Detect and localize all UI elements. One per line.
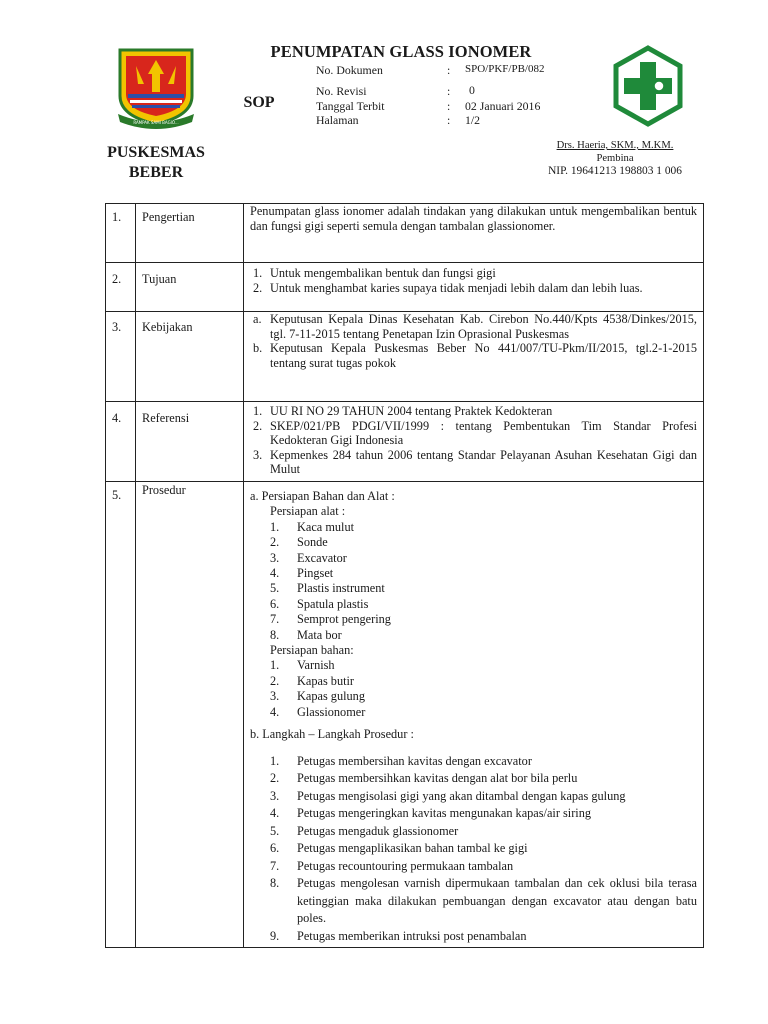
list-item-text: UU RI NO 29 TAHUN 2004 tentang Praktek Kedokteran [270,404,553,418]
list-item-text: Petugas membersihan kavitas dengan excavator [297,753,532,768]
list-marker: 4. [270,704,280,719]
list-item [250,753,697,771]
list-item-text: Kepmenkes 284 tahun 2006 tentang Standar Pelayanan Asuhan Kesehatan Gigi dan Mulut [270,447,697,477]
list-item [250,658,697,673]
signer-name: Drs. Haeria, SKM., M.KM. [556,140,674,151]
list-item-text: Petugas mengisolasi gigi yang akan ditambal dengan kapas gulung [297,788,626,803]
list-marker: 2. [270,673,280,688]
list-item-text: Petugas membersihkan kavitas dengan alat bor bila perlu [297,771,578,785]
list-item-text: Petugas mengaduk glassionomer [297,823,459,838]
bahan-list [250,658,697,720]
meta-label-revisi: No. Revisi [316,84,367,98]
meta-value-dokumen: SPO/PKF/PB/082 [465,63,545,75]
list-marker: 3. [270,788,280,803]
prosedur-content [250,489,697,945]
list-item-text: Kapas butir [297,673,355,688]
list-item [250,674,697,689]
kebijakan-list [250,312,697,370]
list-item [250,858,697,876]
meta-value-halaman: 1/2 [465,113,481,127]
alat-list [250,520,697,643]
list-marker: 1. [270,658,280,673]
langkah-heading: b. Langkah – Langkah Prosedur : [250,727,414,742]
meta-label-tanggal: Tanggal Terbit [316,99,385,113]
list-item [250,520,697,535]
list-item [250,928,697,946]
list-marker: 2. [253,418,263,433]
list-item-text: Mata bor [297,627,342,642]
list-item [250,404,697,419]
list-item-text: Keputusan Kepala Puskesmas Beber No 441/007/TU-Pkm/II/2015, tgl.2-1-2015 tentang surat tugas pokok [270,341,697,370]
bahan-heading: Persiapan bahan: [270,643,354,658]
list-item-text: Varnish [297,658,335,673]
list-marker: 7. [270,858,280,873]
list-item [250,788,697,806]
org-line-1: PUSKESMAS [107,144,205,161]
row-number: 1. [112,210,122,224]
list-item [250,566,697,581]
alat-heading: Persiapan alat : [270,504,346,519]
list-marker: b. [253,341,263,356]
list-item-text: Semprot pengering [297,612,391,627]
list-marker: 6. [270,596,280,611]
row-number: 4. [112,411,122,425]
meta-label-halaman: Halaman [316,113,359,127]
row-label-referensi: Referensi [142,411,190,425]
document-title: PENUMPATAN GLASS IONOMER [270,42,532,61]
referensi-list [250,404,697,477]
list-item [250,612,697,627]
list-item-text: Glassionomer [297,704,366,719]
list-marker: 4. [270,806,280,820]
pengertian-text: Penumpatan glass ionomer adalah tindakan yang dilakukan untuk mengembalikan bentuk dan fungsi gigi seperti semula dengan tambalan glassionomer. [250,204,697,233]
list-marker: 5. [270,581,280,596]
langkah-list [250,753,697,946]
list-marker: 3. [270,550,280,565]
list-marker: 2. [270,771,280,785]
list-marker: a. [253,312,262,326]
list-item [250,448,697,477]
list-item-text: Petugas memberikan intruksi post penambalan [297,928,527,943]
tujuan-list [250,266,697,295]
meta-label-dokumen: No. Dokumen [316,63,383,77]
list-item [250,419,697,448]
list-marker: 5. [270,823,280,838]
row-label-pengertian: Pengertian [142,210,195,224]
list-item-text: Kaca mulut [297,519,355,534]
meta-sep: : [447,63,451,77]
meta-sep: : [447,84,451,98]
row-number: 2. [112,272,122,286]
list-item-text: Keputusan Kepala Dinas Kesehatan Kab. Cirebon No.440/Kpts 4538/Dinkes/2015, tgl. 7-11-2015 tentang Penetapan Izin Oprasional Puskesmas [270,312,697,341]
list-item [250,551,697,566]
row-label-kebijakan: Kebijakan [142,320,193,334]
list-marker: 1. [253,266,263,280]
list-item [250,875,697,928]
list-item-text: Kapas gulung [297,689,365,704]
list-item [250,597,697,612]
list-marker: 8. [270,627,280,642]
emblem-motto: RAMPAK SAMI BAGIO... [133,120,179,125]
list-marker: 4. [270,566,280,581]
meta-sep: : [447,99,451,113]
meta-value-revisi: 0 [469,83,475,97]
list-item-text: Spatula plastis [297,596,369,611]
list-item-text: Pingset [297,566,334,581]
list-item [250,535,697,550]
list-item [250,312,697,341]
org-line-2: BEBER [128,164,184,181]
list-item-text: Sonde [297,535,328,550]
list-item-text: SKEP/021/PB PDGI/VII/1999 : tentang Pembentukan Tim Standar Profesi Kedokteran Gigi Indonesia [270,418,697,448]
meta-sep: : [447,113,451,127]
list-item [250,823,697,841]
list-marker: 3. [270,689,280,704]
list-item [250,281,697,296]
sop-label: SOP [243,94,275,111]
row-number: 5. [112,488,122,502]
list-item [250,341,697,370]
list-marker: 3. [253,447,263,462]
row-number: 3. [112,320,122,334]
list-item [250,266,697,281]
list-item [250,581,697,596]
list-item [250,840,697,858]
persiapan-heading: a. Persiapan Bahan dan Alat : [250,489,395,503]
org-name [106,143,206,183]
list-item-text: Petugas mengaplikasikan bahan tambal ke gigi [297,841,528,855]
signer-role: Pembina [596,152,634,164]
kabupaten-emblem-logo [114,44,198,130]
list-item [250,689,697,704]
list-item-text: Excavator [297,550,347,565]
list-item [250,705,697,720]
signer-nip: NIP. 19641213 198803 1 006 [548,165,682,177]
list-item [250,628,697,643]
signature-block [540,140,690,178]
list-marker: 6. [270,841,280,855]
list-item [250,770,697,788]
list-item-text: Petugas mengolesan varnish dipermukaan tambalan dan cek oklusi bila terasa ketinggian maka dilakukan pembuangan dengan excavator atau dengan batu poles. [297,876,697,925]
list-item-text: Petugas recountouring permukaan tambalan [297,858,514,873]
list-marker: 1. [270,753,280,768]
row-label-prosedur: Prosedur [142,483,186,497]
list-marker: 8. [270,876,280,890]
meta-value-tanggal: 02 Januari 2016 [465,99,541,113]
row-label-tujuan: Tujuan [142,272,177,286]
puskesmas-logo [612,44,684,128]
list-item-text: Plastis instrument [297,581,385,596]
list-item-text: Untuk mengembalikan bentuk dan fungsi gigi [270,266,496,280]
list-marker: 2. [270,535,280,550]
list-item-text: Petugas mengeringkan kavitas mengunakan kapas/air siring [297,806,592,820]
list-marker: 2. [253,280,263,295]
list-marker: 9. [270,928,280,943]
list-item [250,805,697,823]
list-marker: 1. [270,519,280,534]
list-marker: 7. [270,612,280,627]
list-marker: 1. [253,404,263,418]
list-item-text: Untuk menghambat karies supaya tidak menjadi lebih dalam dan lebih luas. [270,280,643,295]
